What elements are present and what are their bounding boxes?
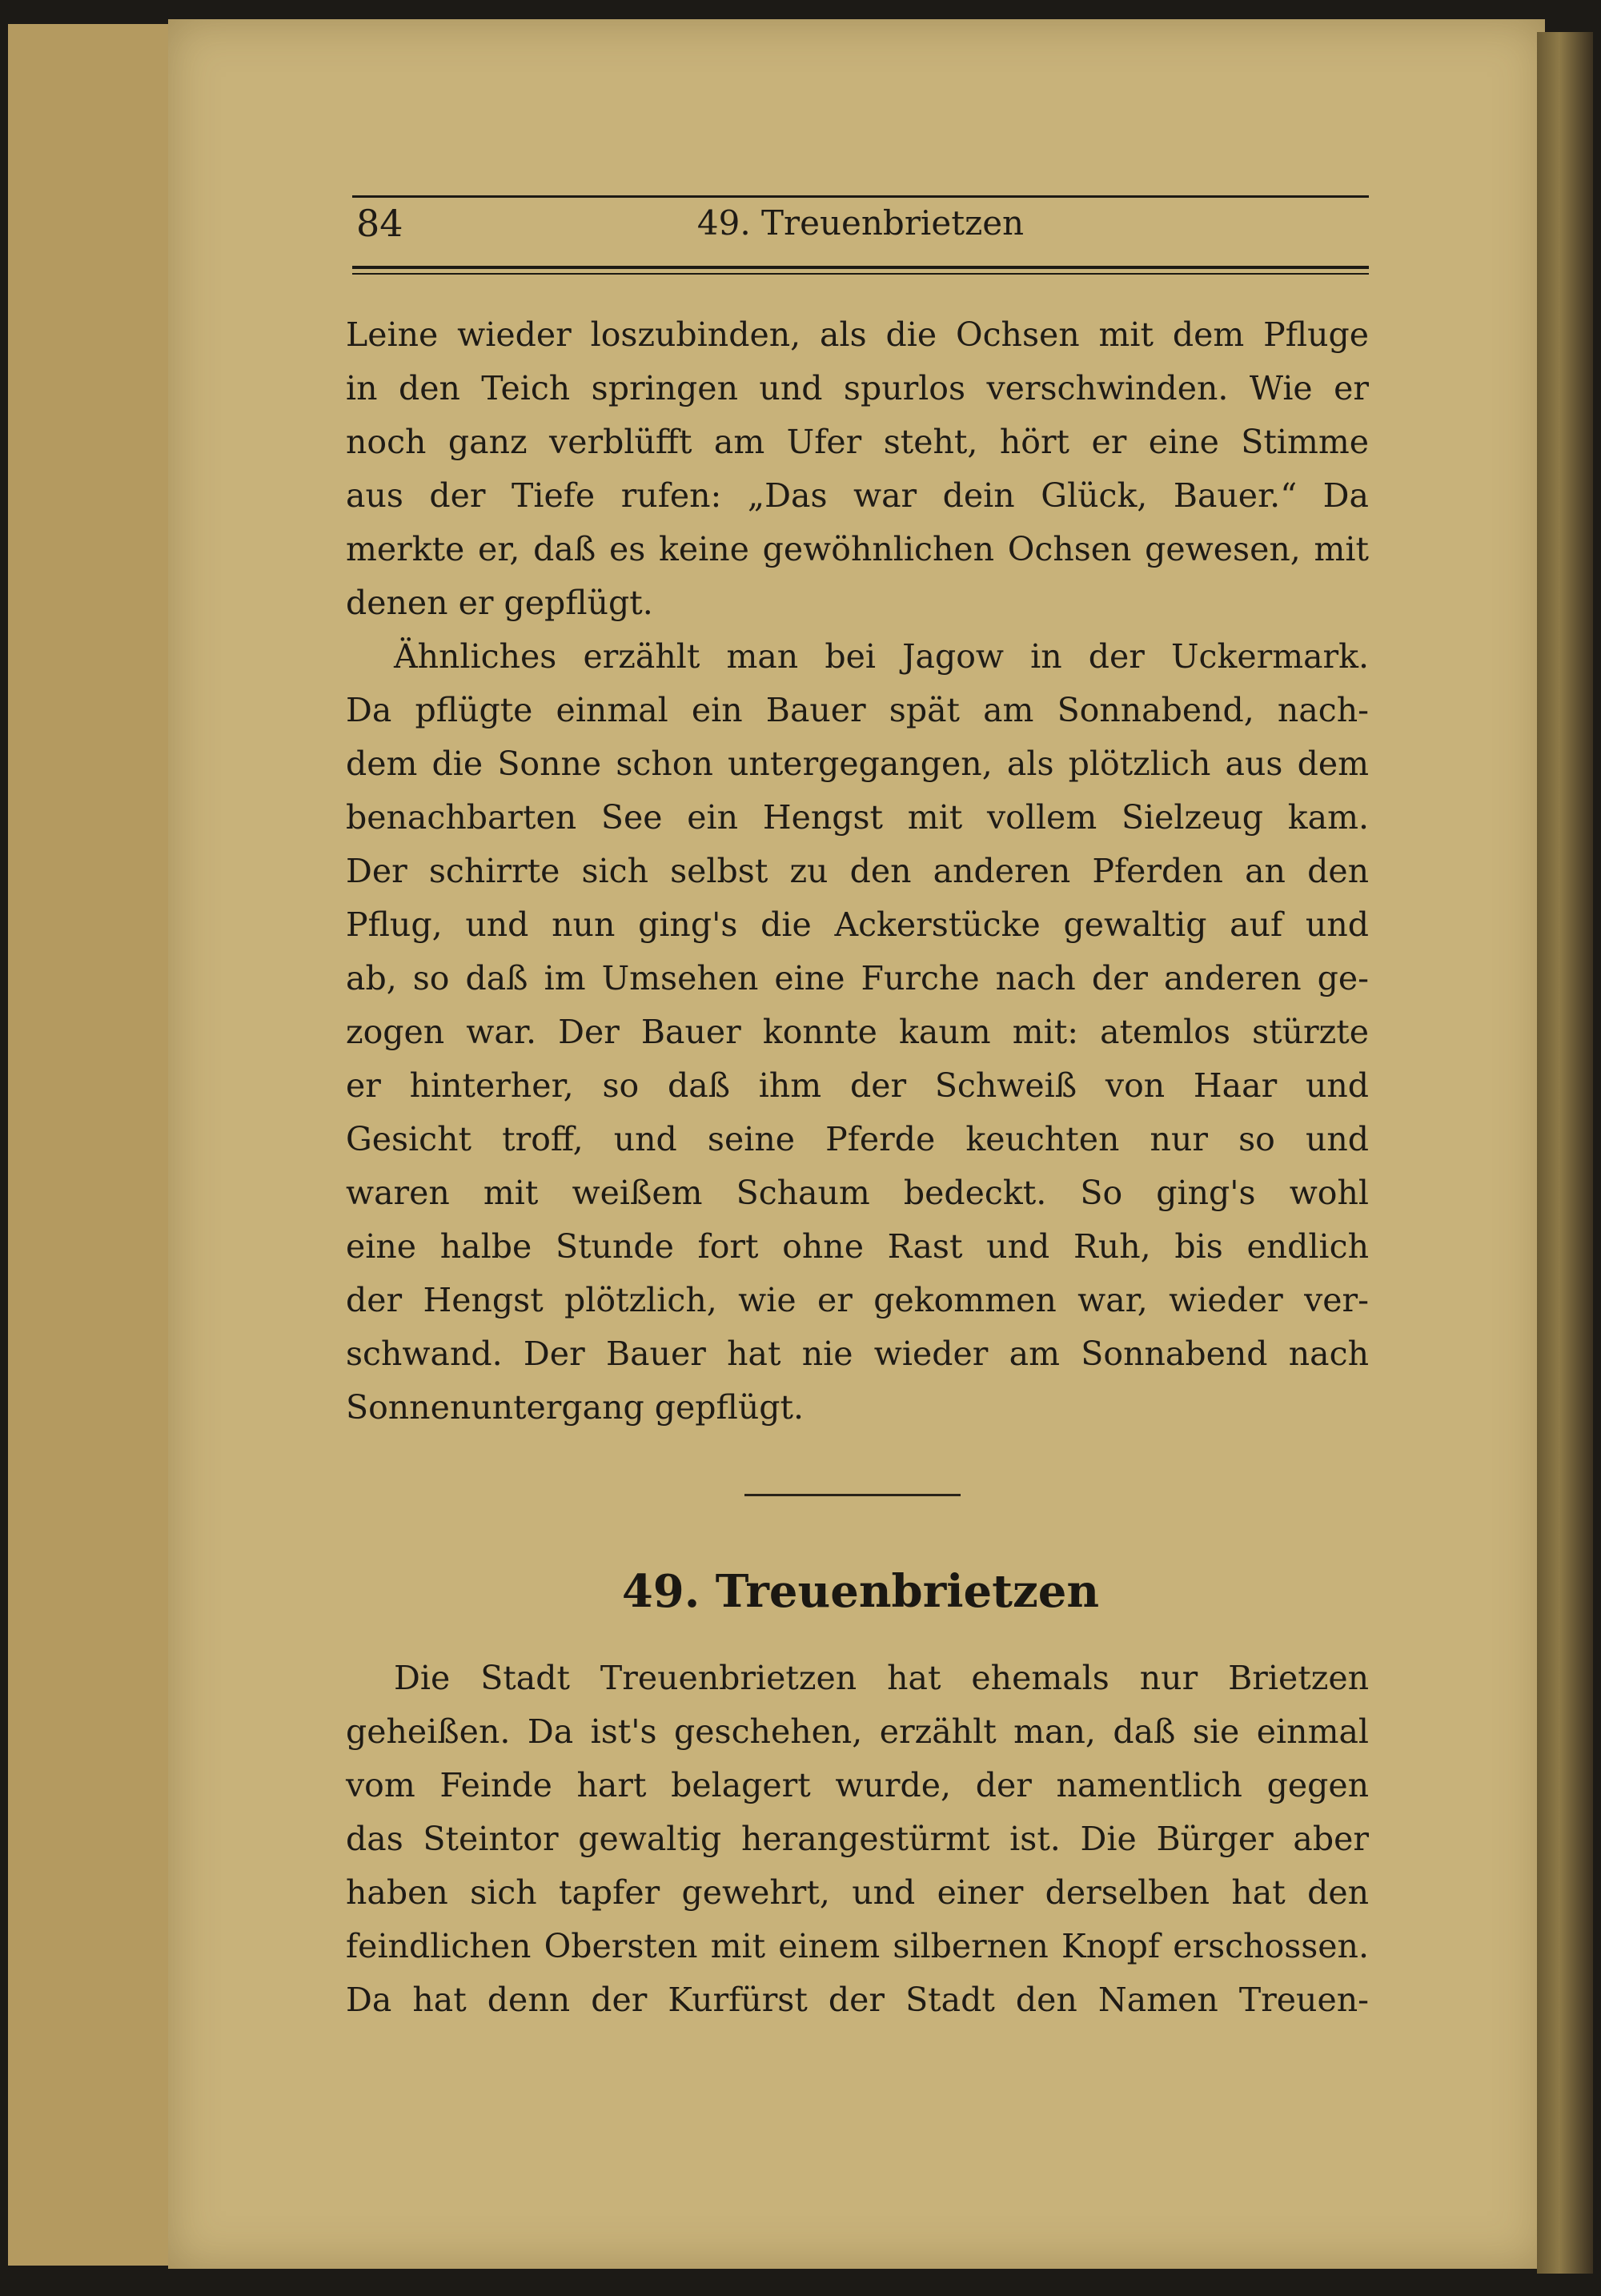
header-rule-thick bbox=[352, 266, 1369, 269]
header-rule-thin bbox=[352, 273, 1369, 275]
text-line: waren mit weißem Schaum bedeckt. So ging's wohl bbox=[346, 1174, 1369, 1212]
section-separator bbox=[744, 1494, 961, 1496]
running-title: 49. Treuenbrietzen bbox=[696, 203, 1025, 243]
text-line: geheißen. Da ist's geschehen, erzählt man, daß sie einmal bbox=[346, 1712, 1369, 1751]
text-line: haben sich tapfer gewehrt, und einer derselben hat den bbox=[346, 1873, 1369, 1912]
paragraph-jagow bbox=[346, 630, 1369, 1435]
text-line: Ähnliches erzählt man bei Jagow in der Uckermark. bbox=[394, 637, 1369, 676]
text-line: der Hengst plötzlich, wie er gekommen war, wieder ver- bbox=[346, 1281, 1369, 1319]
text-line: denen er gepflügt. bbox=[346, 584, 653, 622]
text-line: dem die Sonne schon untergegangen, als plötzlich aus dem bbox=[346, 745, 1369, 783]
paragraph-treuenbrietzen bbox=[346, 1652, 1369, 2027]
continued-paragraph bbox=[346, 308, 1369, 630]
text-line: in den Teich springen und spurlos verschwinden. Wie er bbox=[346, 369, 1369, 407]
page-number: 84 bbox=[356, 202, 403, 245]
text-line: aus der Tiefe rufen: „Das war dein Glück, Bauer.“ Da bbox=[346, 476, 1369, 515]
text-line: ab, so daß im Umsehen eine Furche nach der anderen ge- bbox=[346, 959, 1369, 997]
text-line: noch ganz verblüfft am Ufer steht, hört er eine Stimme bbox=[346, 423, 1369, 461]
page-header bbox=[352, 202, 1369, 258]
facing-page-edge bbox=[1537, 32, 1593, 2274]
text-line: das Steintor gewaltig herangestürmt ist. Die Bürger aber bbox=[346, 1820, 1369, 1858]
text-line: schwand. Der Bauer hat nie wieder am Sonnabend nach bbox=[346, 1335, 1369, 1373]
page-edges bbox=[8, 24, 192, 2266]
text-line: merkte er, daß es keine gewöhnlichen Ochsen gewesen, mit bbox=[346, 530, 1369, 568]
text-line: Da pflügte einmal ein Bauer spät am Sonnabend, nach- bbox=[346, 691, 1369, 729]
text-line: Pflug, und nun ging's die Ackerstücke gewaltig auf und bbox=[346, 905, 1369, 944]
text-line: Leine wieder loszubinden, als die Ochsen mit dem Pfluge bbox=[346, 315, 1369, 354]
text-line: vom Feinde hart belagert wurde, der namentlich gegen bbox=[346, 1766, 1369, 1804]
top-rule bbox=[352, 195, 1369, 198]
text-line: Gesicht troff, und seine Pferde keuchten nur so und bbox=[346, 1120, 1369, 1158]
text-line: zogen war. Der Bauer konnte kaum mit: atemlos stürzte bbox=[346, 1013, 1369, 1051]
text-line: Der schirrte sich selbst zu den anderen Pferden an den bbox=[346, 852, 1369, 890]
text-line: Da hat denn der Kurfürst der Stadt den Namen Treuen- bbox=[346, 1981, 1369, 2019]
text-line: Die Stadt Treuenbrietzen hat ehemals nur Brietzen bbox=[394, 1659, 1369, 1697]
section-heading: 49. Treuenbrietzen bbox=[621, 1565, 1100, 1618]
text-line: er hinterher, so daß ihm der Schweiß von Haar und bbox=[346, 1066, 1369, 1105]
text-line: feindlichen Obersten mit einem silbernen Knopf erschossen. bbox=[346, 1927, 1369, 1965]
text-line: benachbarten See ein Hengst mit vollem Sielzeug kam. bbox=[346, 798, 1369, 837]
text-line: eine halbe Stunde fort ohne Rast und Ruh, bis endlich bbox=[346, 1227, 1369, 1266]
text-line: Sonnenuntergang gepflügt. bbox=[346, 1388, 805, 1427]
